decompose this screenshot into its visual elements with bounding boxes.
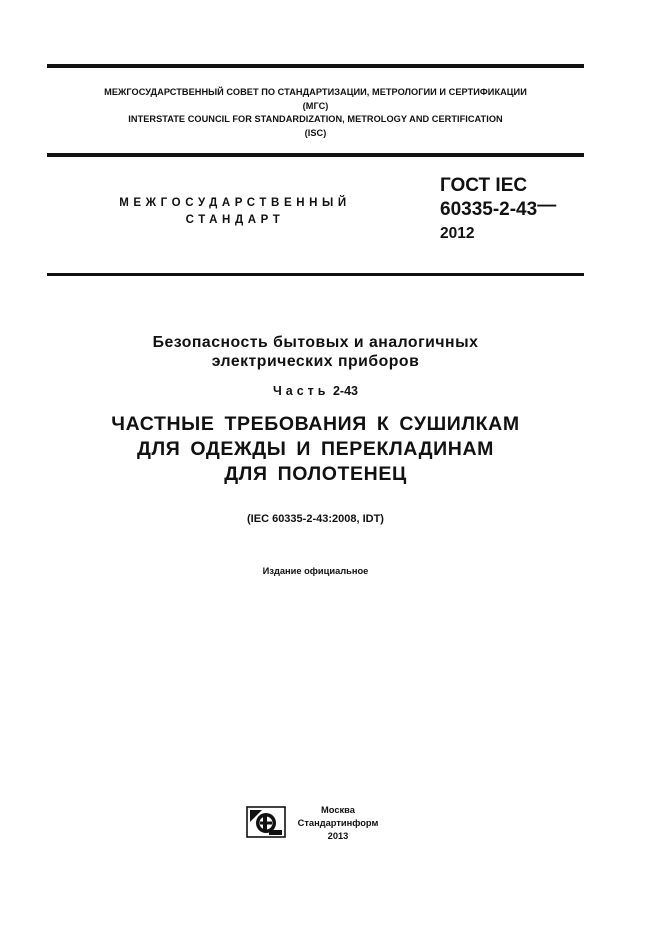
- title-line1: Безопасность бытовых и аналогичных: [152, 334, 479, 351]
- title-line2: электрических приборов: [211, 353, 420, 370]
- designation-number: 60335-2-43: [440, 199, 538, 220]
- council-ru-line1: МЕЖГОСУДАРСТВЕННЫЙ СОВЕТ ПО СТАНДАРТИЗАЦИИ, МЕТРОЛОГИИ И СЕРТИФИКАЦИИ: [104, 87, 527, 97]
- standartinform-logo-icon: [246, 806, 286, 838]
- council-en-line2: (ISC): [304, 127, 327, 138]
- council-ru: [47, 86, 584, 113]
- iec-reference: (IEC 60335-2-43:2008, IDT): [247, 513, 384, 525]
- council-ru-line2: (МГС): [302, 100, 329, 111]
- part-label: [47, 383, 584, 399]
- publisher-year: 2013: [327, 831, 349, 841]
- subtitle-line1: ЧАСТНЫЕ ТРЕБОВАНИЯ К СУШИЛКАМ: [111, 413, 520, 435]
- designation-year: 2012: [440, 225, 475, 242]
- designation-line2: [440, 195, 557, 221]
- part-number: 2-43: [332, 384, 358, 398]
- council-en-line1: INTERSTATE COUNCIL FOR STANDARDIZATION, METROLOGY AND CERTIFICATION: [128, 114, 503, 124]
- top-rule: [47, 64, 584, 68]
- standard-type-line1: МЕЖГОСУДАРСТВЕННЫЙ: [119, 197, 351, 209]
- designation-dash: —: [537, 195, 557, 216]
- council-en: [47, 113, 584, 140]
- standard-type-line2: СТАНДАРТ: [185, 214, 285, 226]
- subtitle-line2: ДЛЯ ОДЕЖДЫ И ПЕРЕКЛАДИНАМ: [136, 438, 494, 460]
- part-word: Часть: [272, 384, 330, 398]
- publisher-city: Москва: [321, 805, 355, 815]
- lower-rule: [47, 273, 584, 276]
- designation-line1: ГОСТ IEC: [440, 175, 528, 196]
- subtitle-line3: ДЛЯ ПОЛОТЕНЕЦ: [224, 463, 407, 485]
- publisher-name: Стандартинформ: [297, 818, 379, 828]
- edition-note: Издание официальное: [262, 566, 369, 576]
- middle-rule: [47, 153, 584, 157]
